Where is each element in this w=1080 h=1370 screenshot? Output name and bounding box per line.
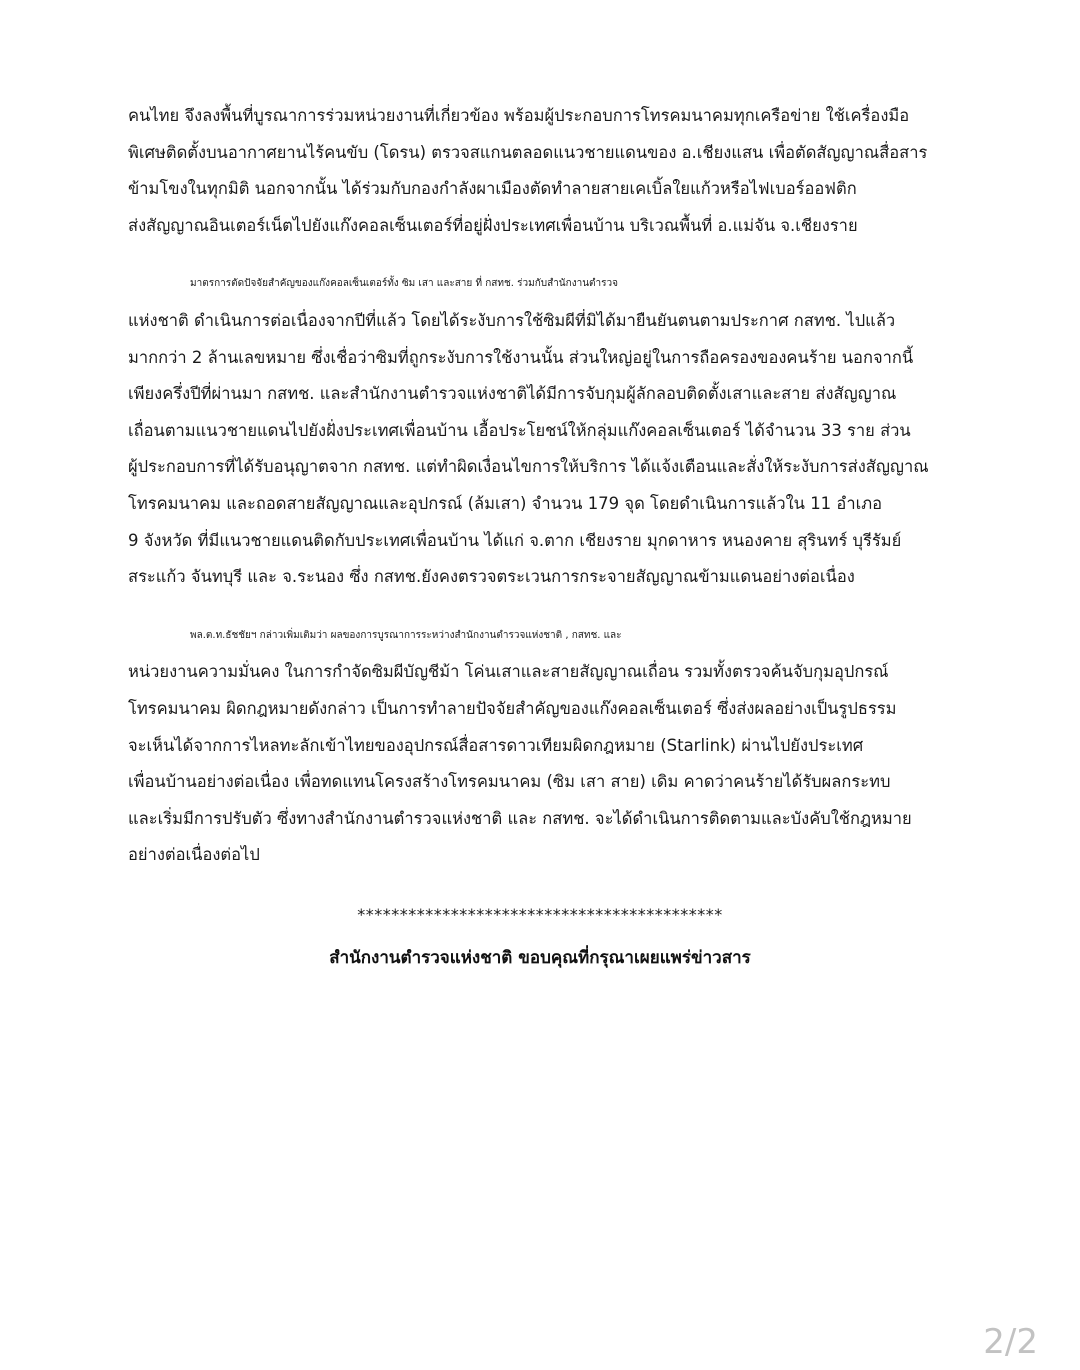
paragraph-line: เพียงครึ่งปีที่ผ่านมา กสทช. และสำนักงานตำรวจแห่งชาติได้มีการจับกุมผู้ลักลอบติดตั้งเสาและสาย ส่งสัญญาณ bbox=[128, 384, 897, 404]
paragraph-line: มาตรการตัดปัจจัยสำคัญของแก๊งคอลเซ็นเตอร์ทั้ง ซิม เสา และสาย ที่ กสทช. ร่วมกับสำนักงานตำรวจ bbox=[190, 278, 618, 290]
paragraph-line: จะเห็นได้จากการไหลทะลักเข้าไทยของอุปกรณ์สื่อสารดาวเทียมผิดกฎหมาย (Starlink) ผ่านไปยังประเทศ bbox=[128, 735, 864, 755]
paragraph-line: ผู้ประกอบการที่ได้รับอนุญาตจาก กสทช. แต่ทำผิดเงื่อนไขการให้บริการ ได้แจ้งเตือนและสั่งให้ระงับการส่งสัญญาณ bbox=[128, 457, 929, 477]
paragraph-line: โทรคมนาคม ผิดกฎหมายดังกล่าว เป็นการทำลายปัจจัยสำคัญของแก๊งคอลเซ็นเตอร์ ซึ่งส่งผลอย่างเป็นรูปธรรม bbox=[128, 698, 897, 718]
paragraph-line: มากกว่า 2 ล้านเลขหมาย ซึ่งเชื่อว่าซิมที่ถูกระงับการใช้งานนั้น ส่วนใหญ่อยู่ในการถือครองของคนร้าย นอกจากนี้ bbox=[128, 347, 914, 367]
paragraph-sim-pole-cable-measures bbox=[128, 266, 968, 595]
closing-line: สำนักงานตำรวจแห่งชาติ ขอบคุณที่กรุณาเผยแพร่ข่าวสาร bbox=[329, 948, 751, 968]
document-body bbox=[128, 98, 968, 874]
paragraph-line: หน่วยงานความมั่นคง ในการกำจัดซิมผีบัญชีม้า โค่นเสาและสายสัญญาณเถื่อน รวมทั้งตรวจค้นจับกุมอุปกรณ์ bbox=[128, 662, 889, 682]
page-indicator: 2/2 bbox=[983, 1322, 1038, 1362]
paragraph-line: เพื่อนบ้านอย่างต่อเนื่อง เพื่อทดแทนโครงสร้างโทรคมนาคม (ซิม เสา สาย) เดิม คาดว่าคนร้ายได้รับผลกระทบ bbox=[128, 772, 891, 792]
paragraph-line: 9 จังหวัด ที่มีแนวชายแดนติดกับประเทศเพื่อนบ้าน ได้แก่ จ.ตาก เชียงราย มุกดาหาร หนองคาย สุรินทร์ บุรีรัมย์ bbox=[128, 530, 902, 550]
paragraph-line: พล.ต.ท.ธัชชัยฯ กล่าวเพิ่มเติมว่า ผลของการบูรณาการระหว่างสำนักงานตำรวจแห่งชาติ , กสทช. และ bbox=[190, 629, 622, 641]
asterisk-separator: ******************************************* bbox=[357, 905, 723, 924]
paragraph-line: พิเศษติดตั้งบนอากาศยานไร้คนขับ (โดรน) ตรวจสแกนตลอดแนวชายแดนของ อ.เชียงแสน เพื่อตัดสัญญาณสื่อสาร bbox=[128, 142, 928, 162]
paragraph-line: แห่งชาติ ดำเนินการต่อเนื่องจากปีที่แล้ว โดยได้ระงับการใช้ซิมผีที่มิได้มายืนยันตนตามประกาศ กสทช. ไปแล้ว bbox=[128, 310, 896, 330]
paragraph-line: อย่างต่อเนื่องต่อไป bbox=[128, 845, 260, 865]
paragraph-line: และเริ่มมีการปรับตัว ซึ่งทางสำนักงานตำรวจแห่งชาติ และ กสทช. จะได้ดำเนินการติดตามและบังคับใช้กฎหมาย bbox=[128, 808, 912, 828]
paragraph-line: โทรคมนาคม และถอดสายสัญญาณและอุปกรณ์ (ล้มเสา) จำนวน 179 จุด โดยดำเนินการแล้วใน 11 อำเภอ bbox=[128, 493, 883, 513]
paragraph-line: ข้ามโขงในทุกมิติ นอกจากนั้น ได้ร่วมกับกองกำลังผาเมืองตัดทำลายสายเคเบิ้ลใยแก้วหรือไฟเบอร์ออฟติก bbox=[128, 179, 857, 199]
paragraph-line: สระแก้ว จันทบุรี และ จ.ระนอง ซึ่ง กสทช.ยังคงตรวจตระเวนการกระจายสัญญาณข้ามแดนอย่างต่อเนื่อง bbox=[128, 567, 855, 587]
paragraph-line: คนไทย จึงลงพื้นที่บูรณาการร่วมหน่วยงานที่เกี่ยวข้อง พร้อมผู้ประกอบการโทรคมนาคมทุกเครือข่าย ใช้เครื่องมือ bbox=[128, 106, 910, 125]
paragraph-integration-results bbox=[128, 618, 968, 874]
paragraph-drone-operation bbox=[128, 98, 968, 244]
paragraph-line: ส่งสัญญาณอินเตอร์เน็ตไปยังแก๊งคอลเซ็นเตอร์ที่อยู่ฝั่งประเทศเพื่อนบ้าน บริเวณพื้นที่ อ.แม่จัน จ.เชียงราย bbox=[128, 215, 858, 235]
paragraph-line: เถื่อนตามแนวชายแดนไปยังฝั่งประเทศเพื่อนบ้าน เอื้อประโยชน์ให้กลุ่มแก๊งคอลเซ็นเตอร์ ได้จำนวน 33 ราย ส่วน bbox=[128, 420, 911, 440]
